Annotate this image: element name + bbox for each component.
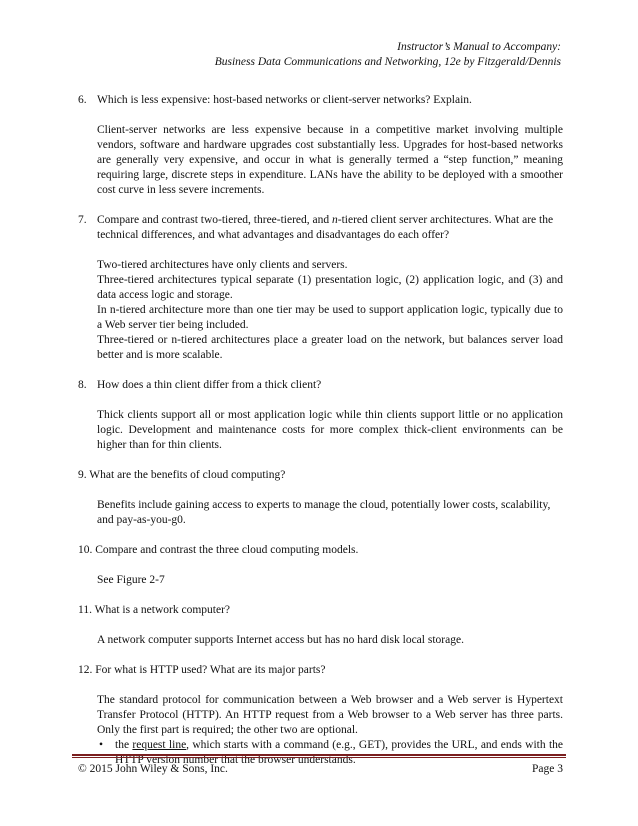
question-8 xyxy=(78,378,563,393)
answer-7-line-2: Three-tiered architectures typical separate (1) presentation logic, (2) application logic, and (3) and data access logic and storage. xyxy=(97,274,563,301)
page-number: Page 3 xyxy=(532,763,563,775)
footer-rule-thick xyxy=(72,754,566,756)
answer-6: Client-server networks are less expensive because in a competitive market involving multiple vendors, software and hardware upgrades cost substantially less. Upgrades for host-based networks are generally very expensive, and occur in what is generally termed a “step function,” meaning requiring large, discrete steps in expenditure. LANs have the ability to be deployed with a smoother cost curve in less severe increments. xyxy=(97,124,563,196)
question-12: 12. For what is HTTP used? What are its major parts? xyxy=(78,664,326,676)
answer-7-line-1: Two-tiered architectures have only clients and servers. xyxy=(97,259,348,271)
question-9: 9. What are the benefits of cloud computing? xyxy=(78,469,286,481)
bullet-term: request line xyxy=(132,739,187,751)
bullet-dot-icon: • xyxy=(99,739,104,751)
running-header xyxy=(215,40,561,70)
question-text-a: Compare and contrast two-tiered, three-tiered, and xyxy=(97,214,333,226)
question-number: 6. xyxy=(78,94,87,106)
question-number: 7. xyxy=(78,214,87,226)
answer-12: The standard protocol for communication between a Web browser and a Web server is Hypertext Transfer Protocol (HTTP). An HTTP request from a Web browser to a Web server has three parts. Only the first part is required; the other two are optional. xyxy=(97,694,563,736)
question-6 xyxy=(78,93,563,108)
header-line-2: Business Data Communications and Networking, 12e by Fitzgerald/Dennis xyxy=(214,56,561,68)
bullet-post: , which starts with a command (e.g., GET), provides the URL, and ends with the HTTP version number that the browser understands. xyxy=(115,739,563,766)
question-10: 10. Compare and contrast the three cloud computing models. xyxy=(78,544,359,556)
header-line-1: Instructor’s Manual to Accompany: xyxy=(397,41,561,53)
answer-10: See Figure 2-7 xyxy=(97,574,165,586)
question-7 xyxy=(78,213,563,243)
footer-rule-thin xyxy=(72,757,566,758)
page-footer xyxy=(78,762,563,777)
answer-8: Thick clients support all or most application logic while thin clients support little or no application logic. Development and maintenance costs for more complex thick-client environments can be higher than for thin clients. xyxy=(97,409,563,451)
question-text-b: -tiered client server architectures. What are the technical differences, and what advantages and disadvantages do each offer? xyxy=(97,214,554,241)
question-text: Which is less expensive: host-based networks or client-server networks? Explain. xyxy=(97,94,472,106)
answer-7-line-4: Three-tiered or n-tiered architectures place a greater load on the network, but balances server load better and is more scalable. xyxy=(97,334,563,361)
answer-9: Benefits include gaining access to experts to manage the cloud, potentially lower costs, scalability, and pay-as-you-g0. xyxy=(97,499,551,526)
question-text-n: n xyxy=(332,214,338,226)
answer-11: A network computer supports Internet access but has no hard disk local storage. xyxy=(97,634,464,646)
question-text: How does a thin client differ from a thick client? xyxy=(97,379,322,391)
answer-7-line-3: In n-tiered architecture more than one tier may be used to support application logic, typically due to a Web server tier being included. xyxy=(97,304,563,331)
question-number: 8. xyxy=(78,379,87,391)
question-11: 11. What is a network computer? xyxy=(78,604,231,616)
copyright-text: © 2015 John Wiley & Sons, Inc. xyxy=(78,763,228,775)
bullet-pre: the xyxy=(115,739,133,751)
page-body xyxy=(78,93,563,768)
